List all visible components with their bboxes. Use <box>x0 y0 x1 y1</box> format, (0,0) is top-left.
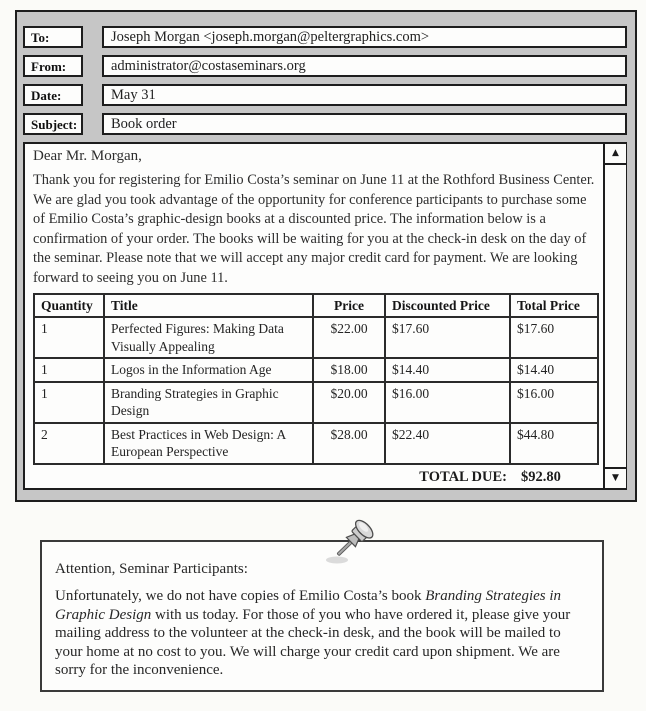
cell-discounted-price: $16.00 <box>385 382 510 423</box>
cell-total-price: $17.60 <box>510 317 598 358</box>
notice-heading: Attention, Seminar Participants: <box>55 561 248 577</box>
cell-price: $22.00 <box>313 317 385 358</box>
cell-discounted-price: $17.60 <box>385 317 510 358</box>
field-input-subject[interactable]: Book order <box>102 113 627 135</box>
scroll-down-button[interactable] <box>605 467 626 488</box>
email-body-content <box>25 144 603 488</box>
cell-title: Best Practices in Web Design: A European Perspective <box>104 423 313 464</box>
header-row-to <box>23 26 627 48</box>
order-table <box>33 293 599 465</box>
scroll-up-icon: ▲ <box>612 148 619 158</box>
cell-title: Perfected Figures: Making Data Visually Appealing <box>104 317 313 358</box>
field-label-date: Date: <box>23 84 83 106</box>
field-label-from: From: <box>23 55 83 77</box>
total-due-value: $92.80 <box>521 468 561 485</box>
total-due-label: TOTAL DUE: <box>419 468 507 485</box>
cell-title: Logos in the Information Age <box>104 358 313 382</box>
cell-discounted-price: $14.40 <box>385 358 510 382</box>
pushpin-icon <box>321 515 383 567</box>
cell-total-price: $44.80 <box>510 423 598 464</box>
cell-total-price: $14.40 <box>510 358 598 382</box>
col-header-price: Price <box>313 294 385 318</box>
field-input-to[interactable]: Joseph Morgan <joseph.morgan@peltergraphics.com> <box>102 26 627 48</box>
header-row-from <box>23 55 627 77</box>
col-header-title: Title <box>104 294 313 318</box>
table-header-row <box>34 294 598 318</box>
notice-paragraph <box>55 587 590 680</box>
field-input-date[interactable]: May 31 <box>102 84 627 106</box>
email-body-box <box>23 142 627 490</box>
table-row <box>34 358 598 382</box>
notice-text-after: with us today. For those of you who have ordered it, please give your mailing address to the volunteer at the check-in desk, and the book will be mailed to your home at no cost to you. We will charge your credit card upon shipment. We are sorry for the inconvenience. <box>55 606 571 679</box>
email-window <box>15 10 637 502</box>
cell-title: Branding Strategies in Graphic Design <box>104 382 313 423</box>
scrollbar <box>603 144 626 488</box>
cell-discounted-price: $22.40 <box>385 423 510 464</box>
notice-text-before: Unfortunately, we do not have copies of Emilio Costa’s book <box>55 588 426 604</box>
cell-quantity: 1 <box>34 317 104 358</box>
cell-quantity: 1 <box>34 358 104 382</box>
col-header-total-price: Total Price <box>510 294 598 318</box>
table-row <box>34 423 598 464</box>
cell-price: $18.00 <box>313 358 385 382</box>
total-due-row <box>33 469 599 486</box>
header-row-date <box>23 84 627 106</box>
notice-card <box>40 540 604 692</box>
scroll-up-button[interactable] <box>605 144 626 165</box>
col-header-quantity: Quantity <box>34 294 104 318</box>
notice-book-title: Branding Strategies in Graphic Design <box>55 588 562 623</box>
field-label-to: To: <box>23 26 83 48</box>
col-header-discounted-price: Discounted Price <box>385 294 510 318</box>
cell-quantity: 1 <box>34 382 104 423</box>
scrollbar-track[interactable] <box>605 165 626 467</box>
email-salutation: Dear Mr. Morgan, <box>33 148 142 164</box>
email-letter-text: Thank you for registering for Emilio Costa’s seminar on June 11 at the Rothford Business Center. We are glad you took advantage of the opportunity for conference participants to purchase some of Emilio Costa’s graphic-design books at a discounted price. The information below is a confirmation of your order. The books will be waiting for you at the check-in desk on the day of the seminar. Please note that we will accept any major credit card for payment. We are looking forward to seeing you on June 11. <box>33 172 595 286</box>
cell-total-price: $16.00 <box>510 382 598 423</box>
table-row <box>34 382 598 423</box>
cell-price: $20.00 <box>313 382 385 423</box>
field-label-subject: Subject: <box>23 113 83 135</box>
cell-quantity: 2 <box>34 423 104 464</box>
cell-price: $28.00 <box>313 423 385 464</box>
table-row <box>34 317 598 358</box>
scroll-down-icon: ▼ <box>612 472 619 483</box>
field-input-from[interactable]: administrator@costaseminars.org <box>102 55 627 77</box>
header-row-subject <box>23 113 627 135</box>
